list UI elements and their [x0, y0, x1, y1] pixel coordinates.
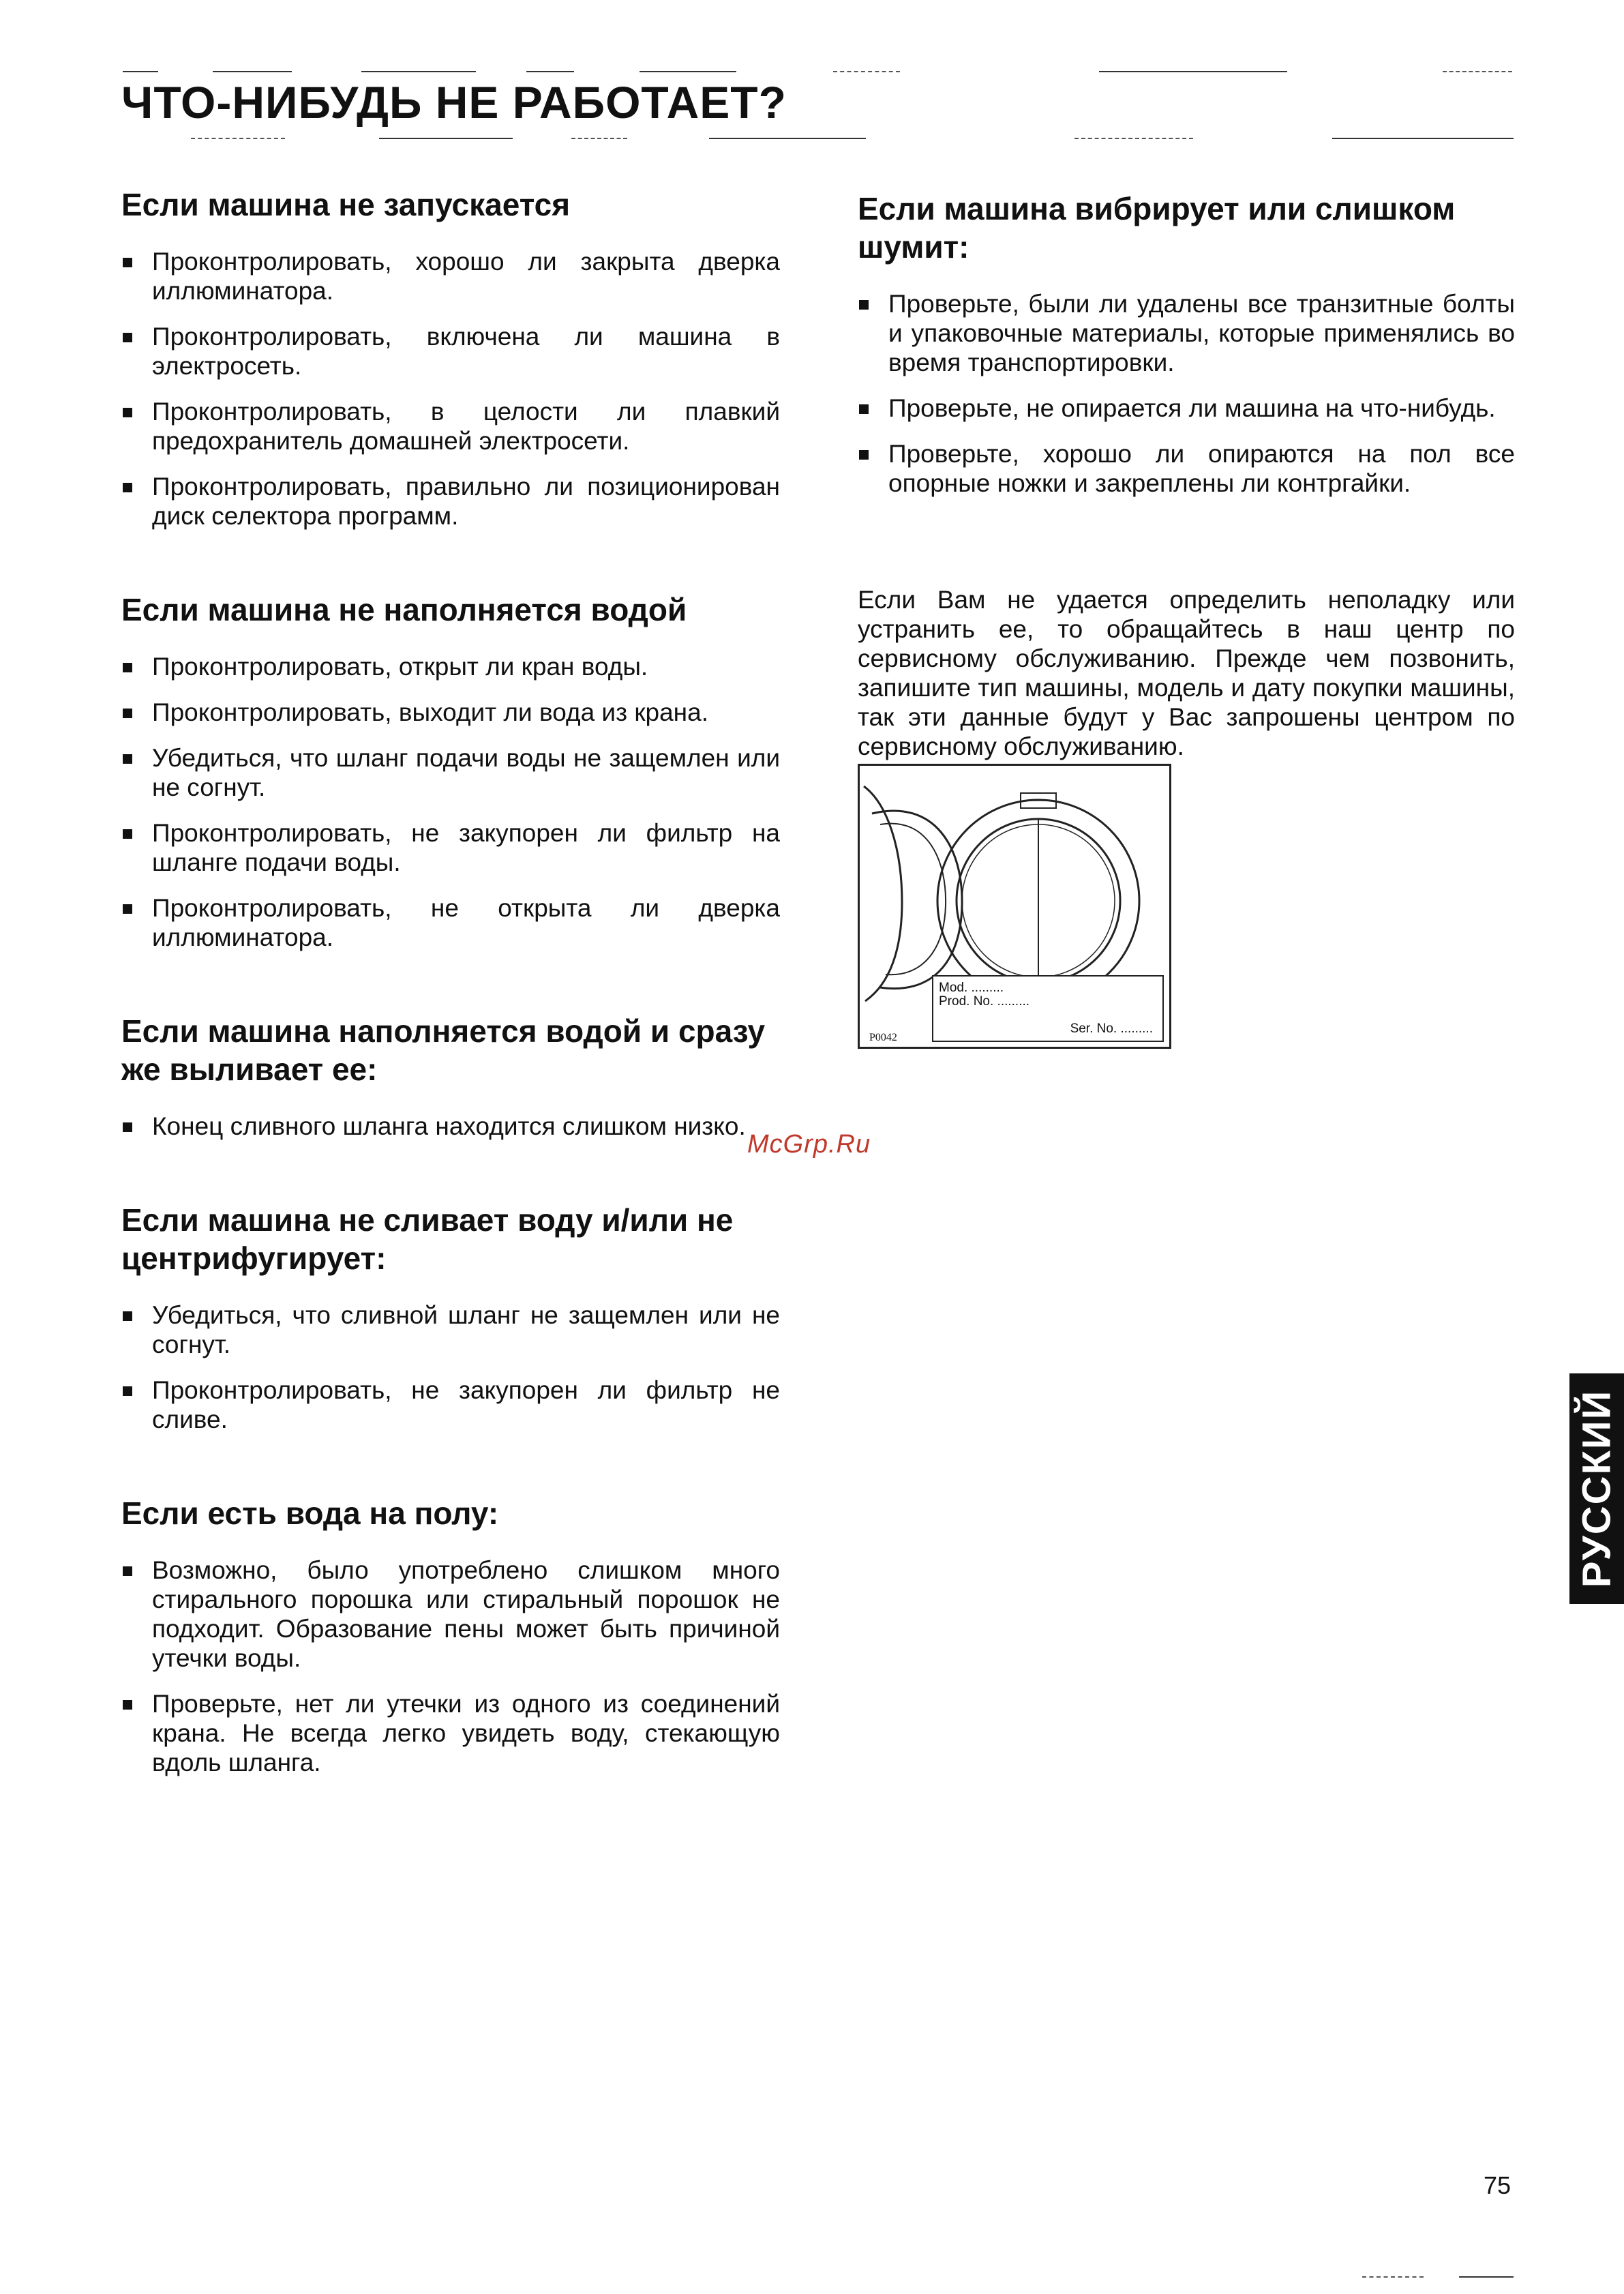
bullet-list — [121, 1300, 780, 1434]
header-rule — [709, 138, 866, 139]
list-item: Возможно, было употреблено слишком много стирального порошка или стиральный порошок не подходит. Образование пены может быть причиной утечки воды. — [121, 1555, 780, 1673]
section-heading: Если машина не сливает воду и/или не центрифугирует: — [121, 1202, 734, 1276]
header-rule — [640, 71, 736, 72]
plate-serial-number-label: Ser. No. ......... — [1070, 1022, 1153, 1036]
header-rule — [213, 71, 292, 72]
header-rule — [361, 71, 476, 72]
plate-model-label: Mod. ......... — [939, 981, 1004, 995]
section-heading: Если машина не запускается — [121, 187, 571, 222]
header-rule — [1099, 71, 1287, 72]
page-number: 75 — [1484, 2171, 1512, 2199]
list-item: Проконтролировать, выходит ли вода из крана. — [121, 698, 780, 727]
header-rule — [1074, 138, 1193, 139]
section-heading: Если есть вода на полу: — [121, 1495, 499, 1531]
list-item: Проверьте, нет ли утечки из одного из соединений крана. Не всегда легко увидеть воду, стекающую вдоль шланга. — [121, 1689, 780, 1777]
list-item: Проконтролировать, открыт ли кран воды. — [121, 652, 780, 681]
list-item: Проконтролировать, включена ли машина в электросеть. — [121, 322, 780, 381]
section-heading: Если машина вибрирует или слишком шумит: — [858, 191, 1456, 265]
watermark: McGrp.Ru — [747, 1130, 871, 1159]
left-column — [121, 185, 780, 1837]
washing-machine-figure — [858, 764, 1171, 1049]
list-item: Убедиться, что шланг подачи воды не защемлен или не согнут. — [121, 743, 780, 802]
page-title: ЧТО-НИБУДЬ НЕ РАБОТАЕТ? — [121, 77, 787, 128]
list-item: Проверьте, хорошо ли опираются на пол все опорные ножки и закреплены ли контргайки. — [858, 439, 1515, 498]
header-rule — [123, 71, 158, 72]
list-item: Проконтролировать, правильно ли позиционирован диск селектора программ. — [121, 472, 780, 531]
bullet-list — [121, 652, 780, 952]
header-rule — [1332, 138, 1514, 139]
rating-plate — [932, 975, 1164, 1042]
header-rule — [833, 71, 900, 72]
bullet-list — [121, 1555, 780, 1777]
list-item: Проконтролировать, не закупорен ли фильтр не сливе. — [121, 1375, 780, 1434]
service-paragraph: Если Вам не удается определить неполадку или устранить ее, то обращайтесь в наш центр по сервисному обслуживанию. Прежде чем позвонить, запишите тип машины, модель и дату покупки машины, так эти данные будут у Вас запрошены центром по сервисному обслуживанию. — [858, 586, 1515, 760]
header-rule — [526, 71, 574, 72]
footer-rule — [1362, 2276, 1424, 2278]
header-rule — [379, 138, 513, 139]
language-tab-label: РУССКИЙ — [1574, 1389, 1619, 1588]
plate-product-number-label: Prod. No. ......... — [939, 994, 1030, 1009]
list-item: Проконтролировать, не открыта ли дверка иллюминатора. — [121, 893, 780, 952]
header-rule — [191, 138, 285, 139]
figure-code: P0042 — [869, 1032, 897, 1043]
footer-rule — [1459, 2276, 1514, 2278]
list-item: Убедиться, что сливной шланг не защемлен или не согнут. — [121, 1300, 780, 1359]
right-column — [858, 190, 1515, 1049]
list-item: Конец сливного шланга находится слишком низко. — [121, 1112, 780, 1141]
list-item: Проконтролировать, не закупорен ли фильтр на шланге подачи воды. — [121, 818, 780, 877]
list-item: Проверьте, не опирается ли машина на что-нибудь. — [858, 393, 1515, 423]
header-rule — [1443, 71, 1512, 72]
bullet-list — [121, 247, 780, 531]
header-rule — [571, 138, 627, 139]
section-heading: Если машина наполняется водой и сразу же выливает ее: — [121, 1013, 766, 1087]
language-tab — [1569, 1373, 1624, 1604]
list-item: Проверьте, были ли удалены все транзитные болты и упаковочные материалы, которые применялись во время транспортировки. — [858, 289, 1515, 377]
list-item: Проконтролировать, хорошо ли закрыта дверка иллюминатора. — [121, 247, 780, 306]
list-item: Проконтролировать, в целости ли плавкий предохранитель домашней электросети. — [121, 397, 780, 456]
bullet-list — [121, 1112, 780, 1141]
section-heading: Если машина не наполняется водой — [121, 592, 687, 627]
bullet-list — [858, 289, 1515, 498]
